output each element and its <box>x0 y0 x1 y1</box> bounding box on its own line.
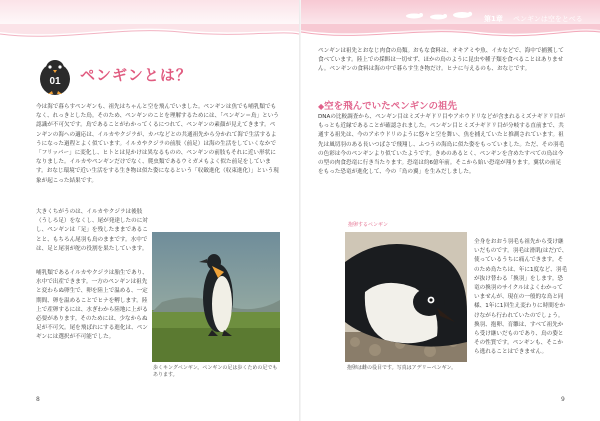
section-marker-icon: ◆ <box>318 102 325 111</box>
king-penguin-photo <box>152 232 280 362</box>
right-column-text: 全身をおおう羽毛も祖先から受け継いだものです。羽毛は滑肌(はだ)で、使っているうちに痛んできます。そのため鳥たちは、年に1度など、羽毛が抜け替わる「換羽」をします。恐竜の換羽のサイクルはよくわかっていませんが、現在の一般的な鳥と同様、1年に1回生え変わりに時間をかけながら行われていたのでしょう。換羽、抱卵、育雛は、すべて祖先から受け継いだものであり、鳥の姿とその性質です。ペンギンも、そこから逃れることはできません。 <box>474 239 568 356</box>
left-photo-caption: 歩くキングペンギン。ペンギンの足は歩くための足でもあります。 <box>153 365 278 378</box>
chapter-label: 第1章 <box>484 15 503 23</box>
swimming-penguins-icon <box>404 7 480 25</box>
penguin-badge-icon <box>36 58 74 96</box>
right-mid-text: DNAの比較調査から、ペンギン目はミズナギドリ目やアホウドリなどが含まれるミズナギドリ目がもっとも近縁であることが確認されました。ペンギン目とミズナギドリ目が分岐する直前まで、共通する祖先は、今のアホウドリのように悠々と空を舞い、魚を捕えていたと推測されています。祖先は風切羽のある長いつばさで飛翔し、ふつうの海鳥に似た姿をもっていました。ただ、その羽毛の色彩は今のペンギンより似ていたようです。きめのあるとく、ペンギンを含めたすべての鳥は今の型の肉食恐竜に行き当たります。恐竜は約6億年前。そこから始い恐竜が翔ります。翼状の前足をもった恐竜が進化して、今の「鳥の翼」を生みだしました。 <box>318 114 565 176</box>
adelie-penguin-photo <box>345 232 467 362</box>
title-badge-number: 01 <box>49 76 61 87</box>
section-title: 空を飛んでいたペンギンの祖先 <box>324 101 458 112</box>
right-page-number: 9 <box>561 396 565 403</box>
page-title: ペンギンとは？ <box>80 66 192 84</box>
gutter <box>299 0 301 421</box>
left-column-text-a: 大きくちがうのは、イルカやクジラは後肢（うしろ足）をなくし、尾が発達したのに対し、ペンギンは「足」を残したままであることと、もちろん尾羽も鳥のままです。水中では、足と尾羽が舵の役割を果たしています。 <box>36 209 148 252</box>
left-intro-text: 今は海で暮らすペンギンも、祖先はちゃんと空を飛んでいました。ペンギンは魚でも哺乳類でもなく、れっきとした鳥。そのため、ペンギンのことを理解するためには、「ペンギン＝鳥」という認識が不可欠です。鳥であることがわかってくるにつれて、ペンギンの素顔が見えてきます。ペンギンの海への適応は、イルカやクジラが、カバなどとの共通祖先から分かれて海で生活するようになった過程とよく似ています。イルカやクジラの前肢（前足）は海の生活をしていくなかで「フリッパー」に変化し、ヒトとは見かけは異なるものの、ペンギンの前肢もそれに近い形状になりました。イルカやペンギンだけでなく、爬虫類であるウミガメもよく似た前足をしています。おなじ環境で近い生活をする生き物は似た姿になるという「収斂進化（収束進化）」という現象が起こった結果です。 <box>36 104 279 184</box>
right-photo-caption: 抱卵は雌の役目です。写真はアデリーペンギン。 <box>347 365 457 371</box>
right-photo-label: 抱卵するペンギン <box>348 222 388 228</box>
running-title: ペンギンは空をとべる <box>513 15 583 23</box>
section-heading <box>318 98 457 112</box>
right-top-text: ペンギンは祖先とおなじ肉食の鳥類。おもな食料は、オキアミや魚、イカなどで、海中で捕獲して食べています。陸上での採餌は一切せず、ほかの鳥のように昆虫や種子類を食べることはありません。ペンギンの食料は海の中で暮らす生き物だけ。ヒナに与えるのも、おなじです。 <box>318 48 564 73</box>
left-page-number: 8 <box>36 396 40 403</box>
left-column-text-b: 哺乳類であるイルカやクジラは胎生であり、水中で出産できます。一方のペンギンは祖先と変わらぬ卵生で、卵を陸上で温める、一定期間、卵を温めることでヒナを孵します。陸上で産卵するには、水ぎわから陸地に上がる必要があります。そのためには、少なからぬ足が不可欠。尾を飛ばれにする進化は、ペンギンには選択が不可能でした。 <box>36 270 148 341</box>
